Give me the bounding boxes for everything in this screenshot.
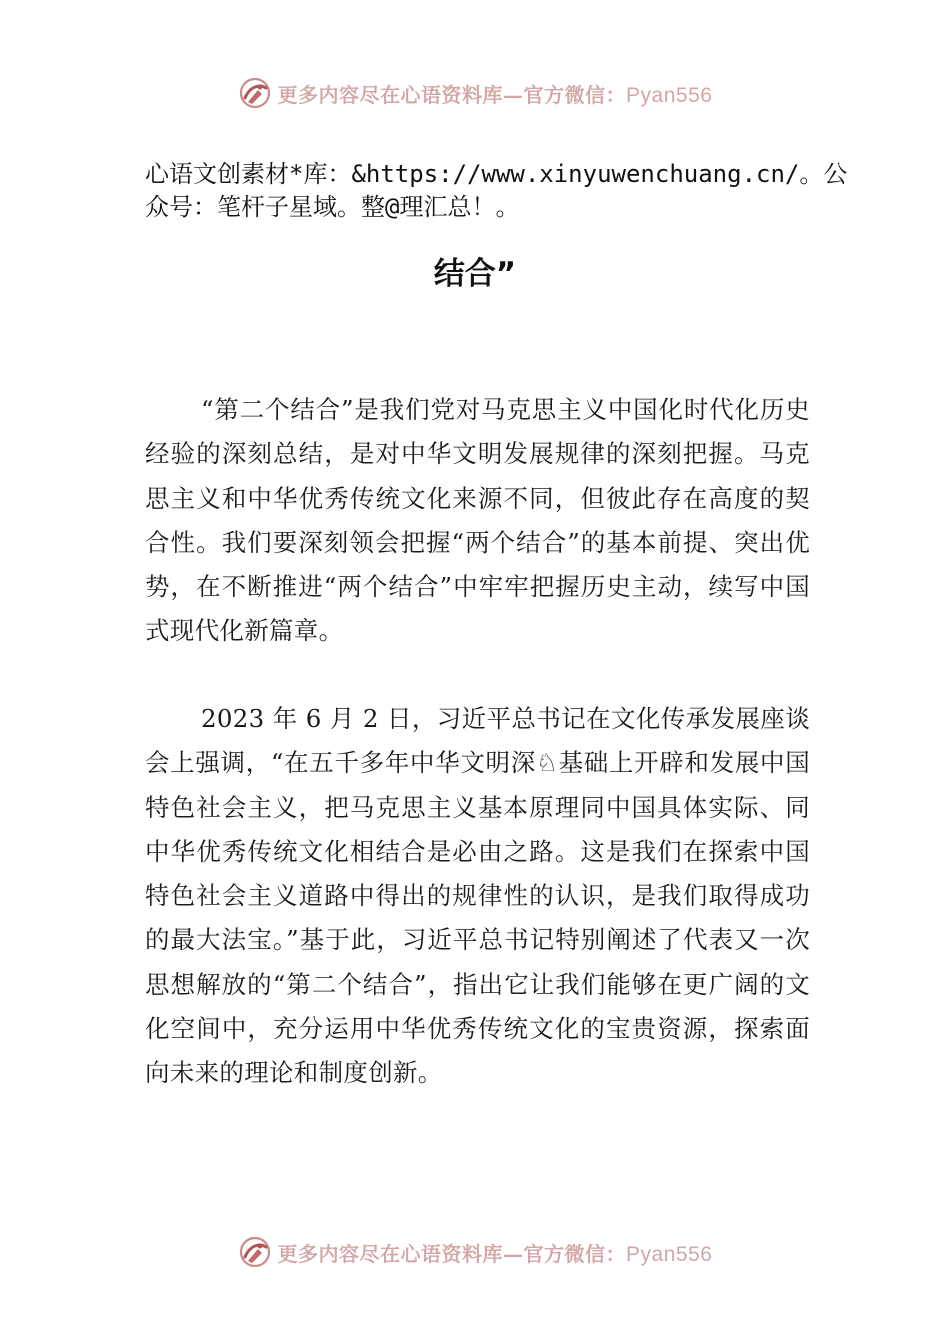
source-note: 心语文创素材*库：&https://www.xinyuwenchuang.cn/。公众号：笔杆子星域。整@理汇总！。 <box>145 160 848 221</box>
paragraph-text: 2023 年 6 月 2 日，习近平总书记在文化传承发展座谈会上强调，“在五千多年中华文明深♘基础上开辟和发展中国特色社会主义，把马克思主义基本原理同中国具体实际、同中华优秀传统文化相结合是必由之路。这是我们在探索中国特色社会主义道路中得出的规律性的认识，是我们取得成功的最大法宝。”基于此，习近平总书记特别阐述了代表又一次思想解放的“第二个结合”，指出它让我们能够在更广阔的文化空间中，充分运用中华优秀传统文化的宝贵资源，探索面向未来的理论和制度创新。 <box>145 704 810 1088</box>
brand-logo-icon <box>238 1235 272 1269</box>
wechat-id: Pyan556 <box>626 83 713 107</box>
paragraph-text: “第二个结合”是我们党对马克思主义中国化时代化历史经验的深刻总结，是对中华文明发展规律的深刻把握。马克思主义和中华优秀传统文化来源不同，但彼此存在高度的契合性。我们要深刻领会把握“两个结合”的基本前提、突出优势，在不断推进“两个结合”中牢牢把握历史主动，续写中国式现代化新篇章。 <box>145 395 810 646</box>
banner-label: 更多内容尽在心语资料库—官方微信：Pyan556 <box>277 82 713 107</box>
banner-label: 更多内容尽在心语资料库—官方微信：Pyan556 <box>277 1241 713 1266</box>
body-paragraph-2 <box>145 697 810 1096</box>
brand-logo-icon <box>238 76 272 110</box>
body-paragraph-1 <box>145 388 810 654</box>
wechat-id: Pyan556 <box>626 1242 713 1266</box>
header-banner <box>0 71 950 115</box>
document-title: 结合” <box>433 256 517 292</box>
footer-banner <box>0 1230 950 1274</box>
